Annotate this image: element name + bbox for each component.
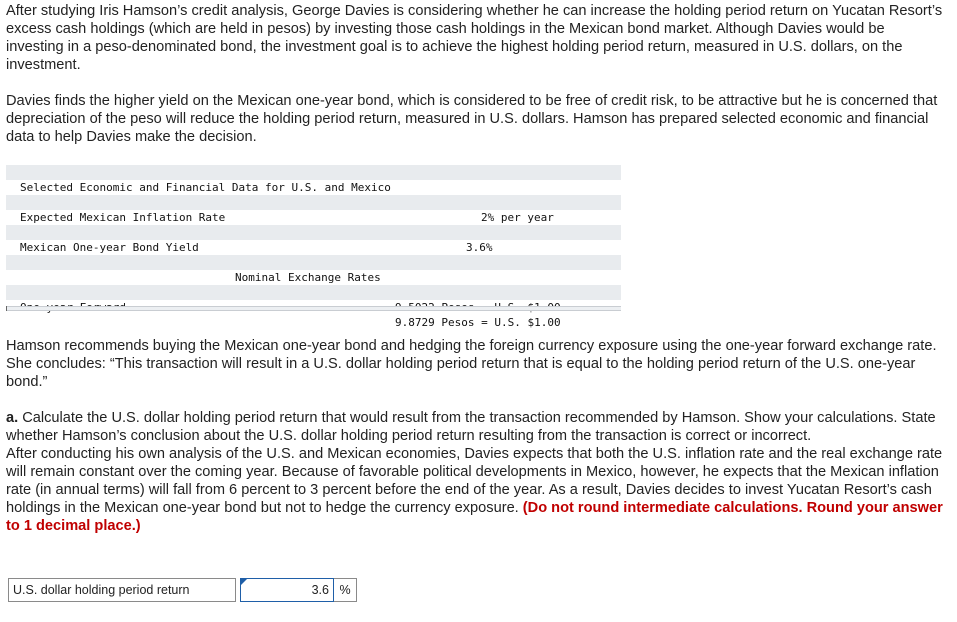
input-flag-icon xyxy=(241,579,247,585)
table-scrollbar[interactable] xyxy=(6,306,621,311)
fx-title: Nominal Exchange Rates xyxy=(235,271,381,284)
question-text: Calculate the U.S. dollar holding period return that would result from the transaction recommended by Hamson. Show your calculations. State whether Hamson’s conclusion about the U.S. dollar holding period return resulting from the transaction is correct or incorrect. xyxy=(6,410,936,444)
question-paragraph xyxy=(6,409,946,535)
row-value: 3.6% xyxy=(466,241,493,254)
answer-label: U.S. dollar holding period return xyxy=(8,578,236,602)
scroll-edge xyxy=(6,306,7,311)
context-paragraph: Davies finds the higher yield on the Mexican one-year bond, which is considered to be free of credit risk, to be attractive but he is concerned that depreciation of the peso will reduce the holding period return, measured in U.S. dollars. Hamson has prepared selected economic and financial data to help Davies make the decision. xyxy=(6,93,938,145)
recommendation-paragraph: Hamson recommends buying the Mexican one-year bond and hedging the foreign currency exposure using the one-year forward exchange rate. She concludes: “This transaction will result in a U.S. dollar holding period return that is equal to the holding period return of the U.S. one-year bond.” xyxy=(6,338,937,390)
table-row xyxy=(6,285,621,329)
scenario-text: After conducting his own analysis of the U.S. and Mexican economies, Davies expects that both the U.S. inflation rate and the real exchange rate will remain constant over the coming year. Because of favorable political developments in Mexico, however, he expects that the Mexican inflation rate (in annual terms) will fall from 6 percent to 3 percent before the end of the year. As a result, Davies decides to invest Yucatan Resort’s cash holdings in the Mexican one-year bond but not to hedge the currency exposure. xyxy=(6,446,943,516)
table-row xyxy=(6,270,621,285)
question-label: a. xyxy=(6,410,19,426)
answer-row xyxy=(8,578,357,602)
intro-paragraph: After studying Iris Hamson’s credit analysis, George Davies is considering whether he can increase the holding period return on Yucatan Resort’s excess cash holdings (which are held in pesos) by investing those cash holdings in the Mexican bond market. Although Davies would be investing in a peso-denominated bond, the investment goal is to achieve the highest holding period return, measured in U.S. dollars, on the investment. xyxy=(6,3,943,73)
answer-input[interactable] xyxy=(240,578,334,602)
economic-data-table xyxy=(6,165,621,329)
table-title: Selected Economic and Financial Data for U.S. and Mexico xyxy=(20,181,391,194)
answer-unit: % xyxy=(334,578,357,602)
answer-value: 3.6 xyxy=(311,583,329,597)
row-value: 2% per year xyxy=(481,211,554,224)
fx-title-row xyxy=(6,255,621,284)
rounding-instruction: (Do not round intermediate calculations. Round your answer to 1 decimal place.) xyxy=(6,500,943,534)
row-value: 9.8729 Pesos = U.S. $1.00 xyxy=(395,316,561,329)
row-label: Expected Mexican Inflation Rate xyxy=(20,211,226,224)
row-label: Mexican One-year Bond Yield xyxy=(20,241,199,254)
table-title-row xyxy=(6,165,621,194)
